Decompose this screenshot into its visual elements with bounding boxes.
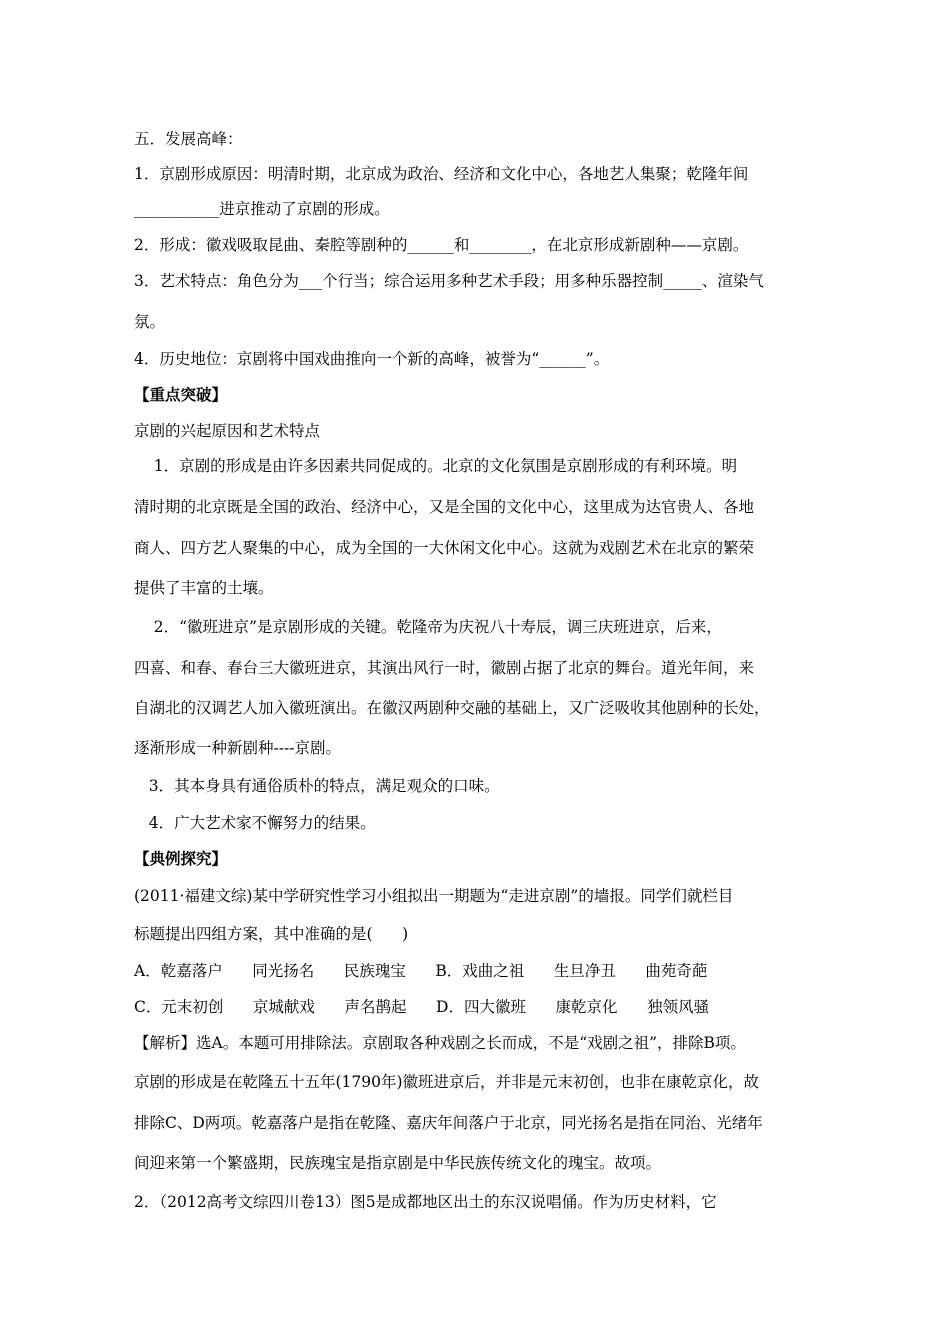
answer-option-row: C．元末初创 京城献戏 声名鹊起 D．四大徽班 康乾京化 独领风骚 xyxy=(134,998,710,1016)
section-heading-examples: 【典例探究】 xyxy=(134,849,228,868)
subheading: 京剧的兴起原因和艺术特点 xyxy=(134,422,321,440)
paragraph-line: 商人、四方艺人聚集的中心，成为全国的一大休闲文化中心。这就为戏剧艺术在北京的繁荣 xyxy=(134,539,755,557)
text-line: 氛。 xyxy=(134,313,166,331)
section-heading-key-points: 【重点突破】 xyxy=(134,385,228,404)
question-line: 标题提出四组方案，其中准确的是( ) xyxy=(134,925,409,943)
text-line: 1．京剧形成原因：明清时期，北京成为政治、经济和文化中心，各地艺人集聚；乾隆年间 xyxy=(134,165,749,183)
text-line: 2．形成：徽戏吸取昆曲、秦腔等剧种的______和________，在北京形成新剧种——京剧。 xyxy=(134,236,749,254)
analysis-line: 京剧的形成是在乾隆五十五年(1790年)徽班进京后，并非是元末初创，也非在康乾京化，故 xyxy=(134,1073,760,1091)
text-line: 4．历史地位：京剧将中国戏曲推向一个新的高峰，被誉为“______”。 xyxy=(134,350,610,368)
section-heading: 五．发展高峰： xyxy=(134,130,243,148)
paragraph-line: 1．京剧的形成是由许多因素共同促成的。北京的文化氛围是京剧形成的有利环境。明 xyxy=(134,457,738,475)
analysis-line: 排除C、D两项。乾嘉落户是指在乾隆、嘉庆年间落户于北京，同光扬名是指在同治、光绪年 xyxy=(134,1114,763,1132)
paragraph-line: 2．“徽班进京”是京剧形成的关键。乾隆帝为庆祝八十寿辰，调三庆班进京，后来， xyxy=(134,618,722,636)
paragraph-line: 提供了丰富的土壤。 xyxy=(134,579,274,597)
question-line: 2．（2012高考文综四川卷13）图5是成都地区出土的东汉说唱俑。作为历史材料，它 xyxy=(134,1193,717,1211)
question-line: (2011·福建文综)某中学研究性学习小组拟出一期题为“走进京剧”的墙报。同学们就栏目 xyxy=(134,887,734,905)
analysis-line: 【解析】选A。本题可用排除法。京剧取各种戏剧之长而成，不是“戏剧之祖”，排除B项。 xyxy=(134,1034,746,1052)
text-line: ___________进京推动了京剧的形成。 xyxy=(134,200,390,218)
analysis-line: 间迎来第一个繁盛期，民族瑰宝是指京剧是中华民族传统文化的瑰宝。故项。 xyxy=(134,1154,662,1172)
answer-option-row: A．乾嘉落户 同光扬名 民族瑰宝 B．戏曲之祖 生旦净丑 曲苑奇葩 xyxy=(134,962,708,980)
text-line: 3．艺术特点：角色分为___个行当；综合运用多种艺术手段；用多种乐器控制_____、渲染气 xyxy=(134,272,764,290)
paragraph-line: 4．广大艺术家不懈努力的结果。 xyxy=(134,814,376,832)
paragraph-line: 3．其本身具有通俗质朴的特点，满足观众的口味。 xyxy=(134,777,500,795)
paragraph-line: 逐渐形成一种新剧种----京剧。 xyxy=(134,739,341,757)
paragraph-line: 四喜、和春、春台三大徽班进京，其演出风行一时，徽剧占据了北京的舞台。道光年间，来 xyxy=(134,659,755,677)
paragraph-line: 清时期的北京既是全国的政治、经济中心，又是全国的文化中心，这里成为达官贵人、各地 xyxy=(134,498,755,516)
paragraph-line: 自湖北的汉调艺人加入徽班演出。在徽汉两剧种交融的基础上，又广泛吸收其他剧种的长处， xyxy=(134,699,770,717)
